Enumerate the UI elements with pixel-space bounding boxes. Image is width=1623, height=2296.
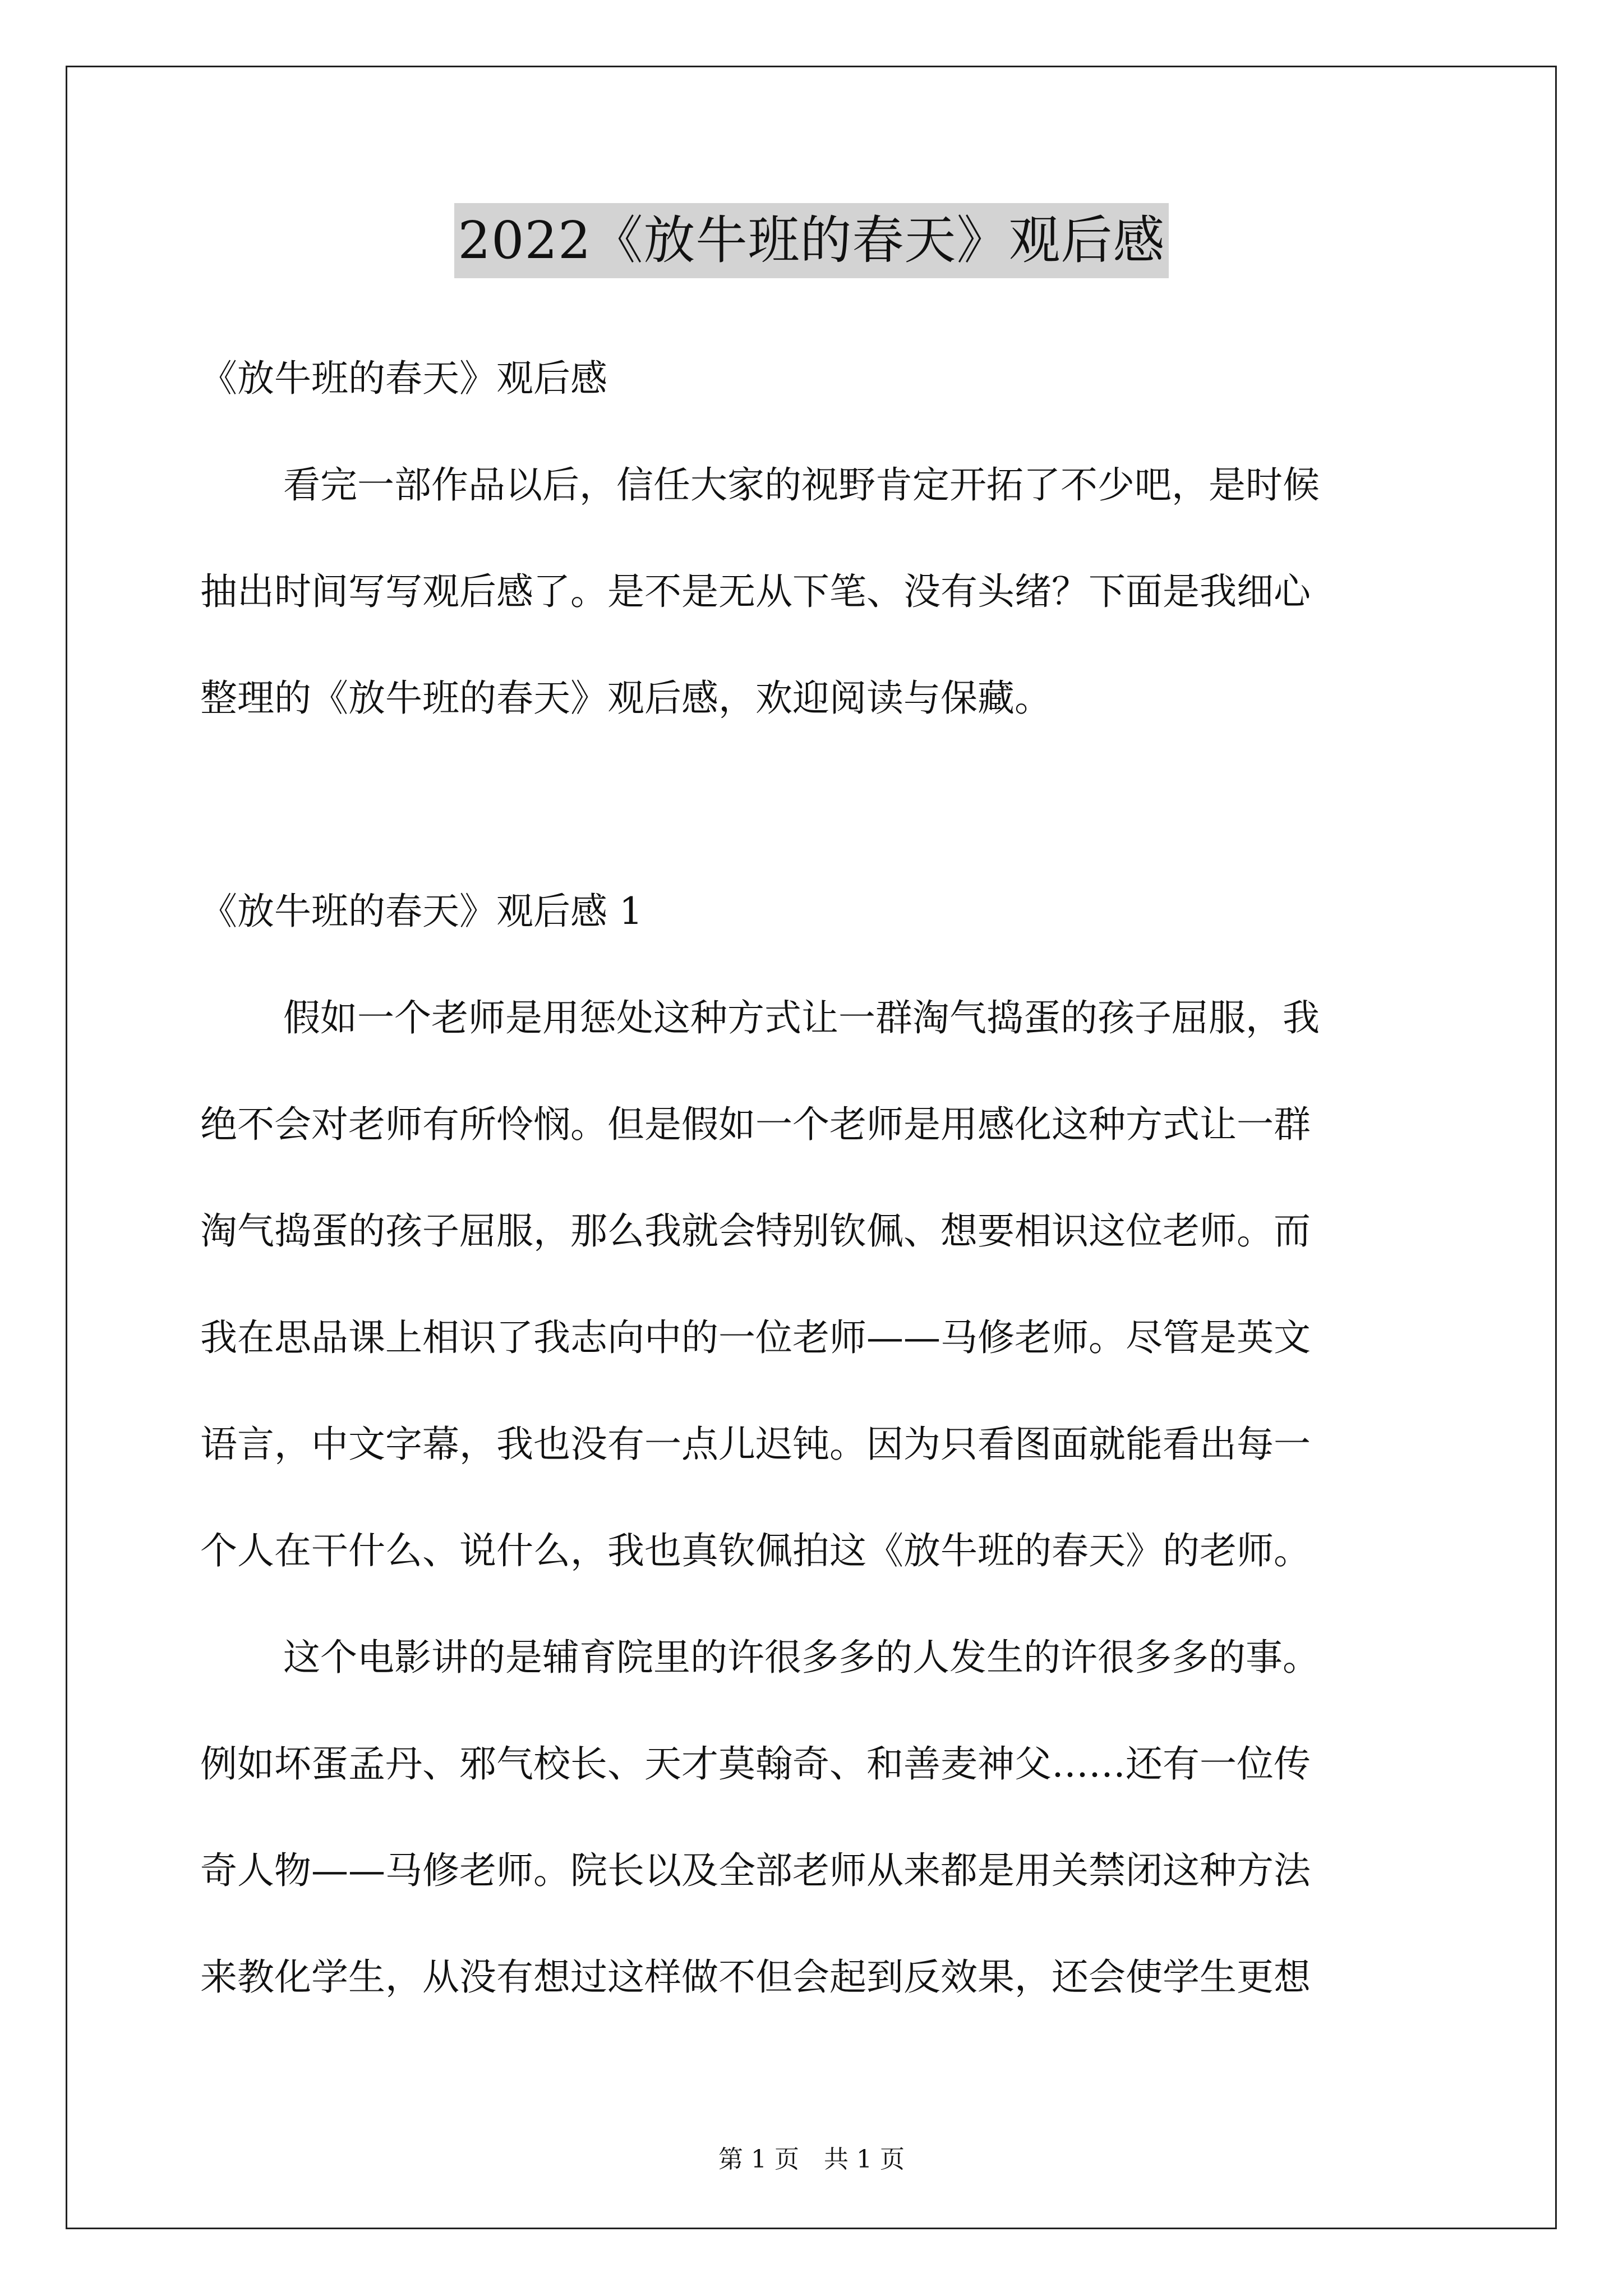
paragraph-line: 我在思品课上相识了我志向中的一位老师——马修老师。尽管是英文 (200, 1316, 1311, 1359)
paragraph-line: 例如坏蛋孟丹、邪气校长、天才莫翰奇、和善麦神父……还有一位传 (200, 1742, 1311, 1786)
paragraph-line: 语言，中文字幕，我也没有一点儿迟钝。因为只看图面就能看出每一 (200, 1423, 1311, 1466)
title-wrap (0, 203, 1623, 278)
paragraph-line: 来教化学生，从没有想过这样做不但会起到反效果，还会使学生更想 (200, 1955, 1311, 1999)
page-footer (0, 2143, 1623, 2177)
paragraph-line: 绝不会对老师有所怜悯。但是假如一个老师是用感化这种方式让一群 (200, 1103, 1311, 1146)
page-number: 第 1 页 (718, 2145, 799, 2174)
section1-heading: 《放牛班的春天》观后感 1 (200, 890, 643, 933)
paragraph-line: 这个电影讲的是辅育院里的许很多多的人发生的许很多多的事。 (283, 1636, 1320, 1679)
document-title: 2022《放牛班的春天》观后感 (454, 203, 1168, 278)
paragraph-line: 个人在干什么、说什么，我也真钦佩拍这《放牛班的春天》的老师。 (200, 1529, 1311, 1572)
page-total: 共 1 页 (824, 2145, 905, 2174)
paragraph-line: 整理的《放牛班的春天》观后感，欢迎阅读与保藏。 (200, 677, 1052, 720)
paragraph-line: 奇人物——马修老师。院长以及全部老师从来都是用关禁闭这种方法 (200, 1849, 1311, 1892)
paragraph-line: 假如一个老师是用惩处这种方式让一群淘气捣蛋的孩子屈服，我 (283, 996, 1320, 1039)
intro-heading: 《放牛班的春天》观后感 (200, 357, 607, 400)
paragraph-line: 看完一部作品以后，信任大家的视野肯定开拓了不少吧，是时候 (283, 463, 1320, 507)
paragraph-line: 淘气捣蛋的孩子屈服，那么我就会特别钦佩、想要相识这位老师。而 (200, 1209, 1311, 1253)
paragraph-line: 抽出时间写写观后感了。是不是无从下笔、没有头绪？下面是我细心 (200, 570, 1311, 613)
